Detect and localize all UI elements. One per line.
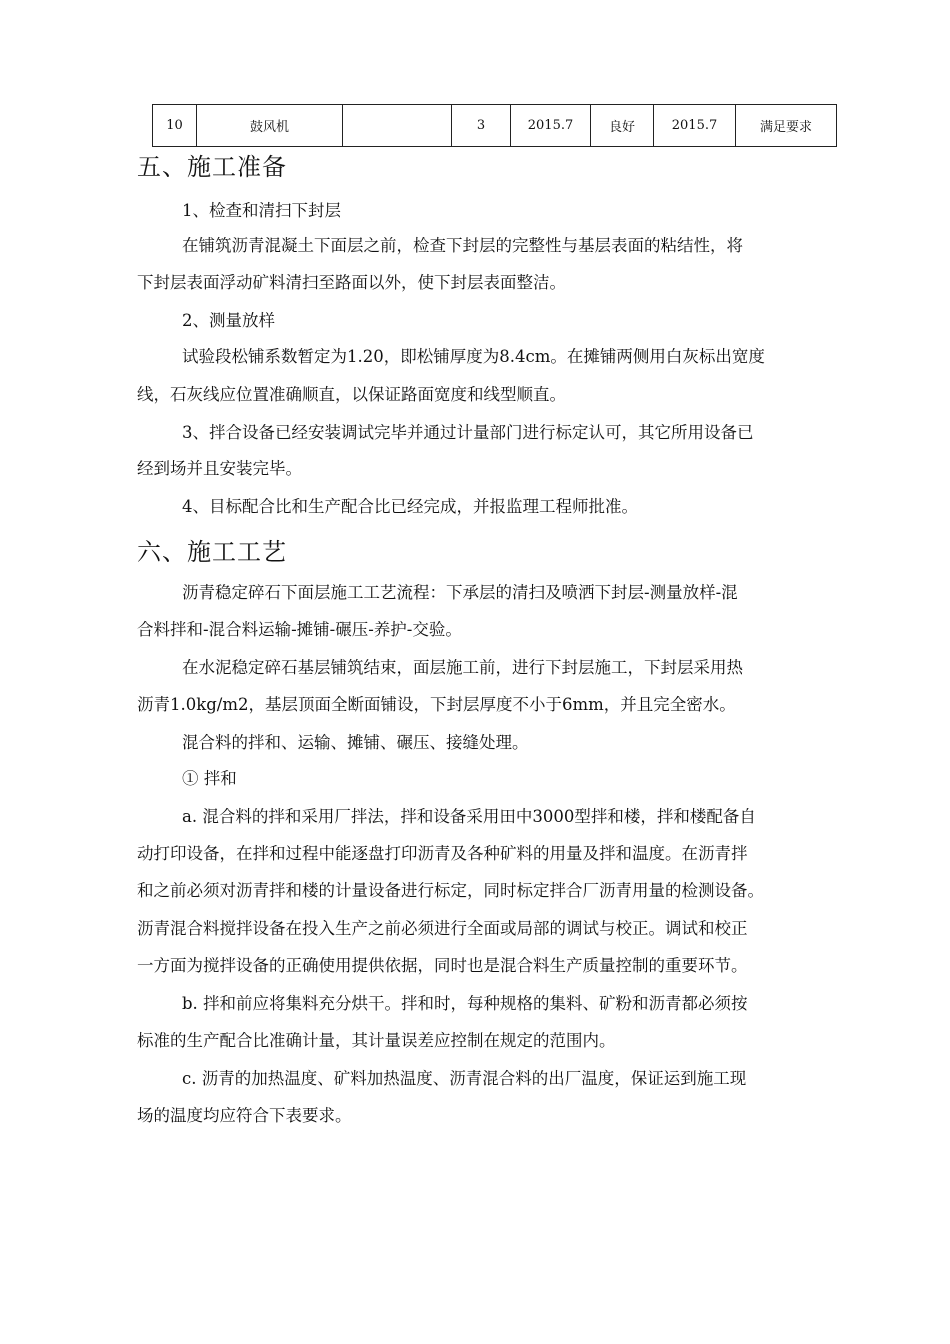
cell-condition: 良好 — [591, 105, 654, 147]
cell-remark: 满足要求 — [736, 105, 837, 147]
paragraph-line: 试验段松铺系数暂定为1.20，即松铺厚度为8.4cm。在摊铺两侧用白灰标出宽度 — [182, 347, 765, 366]
paragraph-line: 下封层表面浮动矿料清扫至路面以外，使下封层表面整洁。 — [137, 273, 566, 292]
cell-date-made: 2015.7 — [511, 105, 591, 147]
cell-equipment-name: 鼓风机 — [197, 105, 343, 147]
paragraph-line: 混合料的拌和、运输、摊铺、碾压、接缝处理。 — [182, 733, 529, 752]
cell-index: 10 — [153, 105, 197, 147]
paragraph-line: 1、检查和清扫下封层 — [182, 201, 341, 220]
paragraph-line: 沥青稳定碎石下面层施工工艺流程：下承层的清扫及喷洒下封层-测量放样-混 — [182, 583, 738, 602]
cell-quantity: 3 — [452, 105, 511, 147]
paragraph-line: 线，石灰线应位置准确顺直，以保证路面宽度和线型顺直。 — [137, 385, 566, 404]
paragraph-line: 在铺筑沥青混凝土下面层之前，检查下封层的完整性与基层表面的粘结性，将 — [182, 236, 743, 255]
paragraph-line: b. 拌和前应将集料充分烘干。拌和时，每种规格的集料、矿粉和沥青都必须按 — [182, 994, 748, 1013]
paragraph-line: 场的温度均应符合下表要求。 — [137, 1106, 352, 1125]
paragraph-line: 和之前必须对沥青拌和楼的计量设备进行标定，同时标定拌合厂沥青用量的检测设备。 — [137, 881, 764, 900]
paragraph-line: 2、测量放样 — [182, 311, 275, 330]
paragraph-line: 沥青1.0kg/m2，基层顶面全断面铺设，下封层厚度不小于6mm，并且完全密水。 — [137, 695, 736, 714]
paragraph-line: 4、目标配合比和生产配合比已经完成，并报监理工程师批准。 — [182, 497, 638, 516]
paragraph-line: 在水泥稳定碎石基层铺筑结束，面层施工前，进行下封层施工，下封层采用热 — [182, 658, 743, 677]
table-row — [153, 105, 837, 147]
paragraph-line: 沥青混合料搅拌设备在投入生产之前必须进行全面或局部的调试与校正。调试和校正 — [137, 919, 748, 938]
cell-model — [343, 105, 452, 147]
paragraph-line: 标准的生产配合比准确计量，其计量误差应控制在规定的范围内。 — [137, 1031, 616, 1050]
paragraph-line: 合料拌和-混合料运输-摊铺-碾压-养护-交验。 — [137, 620, 462, 639]
paragraph-line: c. 沥青的加热温度、矿料加热温度、沥青混合料的出厂温度，保证运到施工现 — [182, 1069, 747, 1088]
paragraph-line: a. 混合料的拌和采用厂拌法，拌和设备采用田中3000型拌和楼，拌和楼配备自 — [182, 807, 756, 826]
paragraph-line: 经到场并且安装完毕。 — [137, 459, 302, 478]
section-heading: 六、施工工艺 — [137, 538, 287, 566]
paragraph-line: 一方面为搅拌设备的正确使用提供依据，同时也是混合料生产质量控制的重要环节。 — [137, 956, 748, 975]
paragraph-line: ① 拌和 — [182, 769, 237, 788]
equipment-table — [152, 104, 837, 147]
paragraph-line: 3、拌合设备已经安装调试完毕并通过计量部门进行标定认可，其它所用设备已 — [182, 423, 754, 442]
cell-date-arrived: 2015.7 — [654, 105, 736, 147]
paragraph-line: 动打印设备，在拌和过程中能逐盘打印沥青及各种矿料的用量及拌和温度。在沥青拌 — [137, 844, 748, 863]
section-heading: 五、施工准备 — [137, 153, 287, 181]
